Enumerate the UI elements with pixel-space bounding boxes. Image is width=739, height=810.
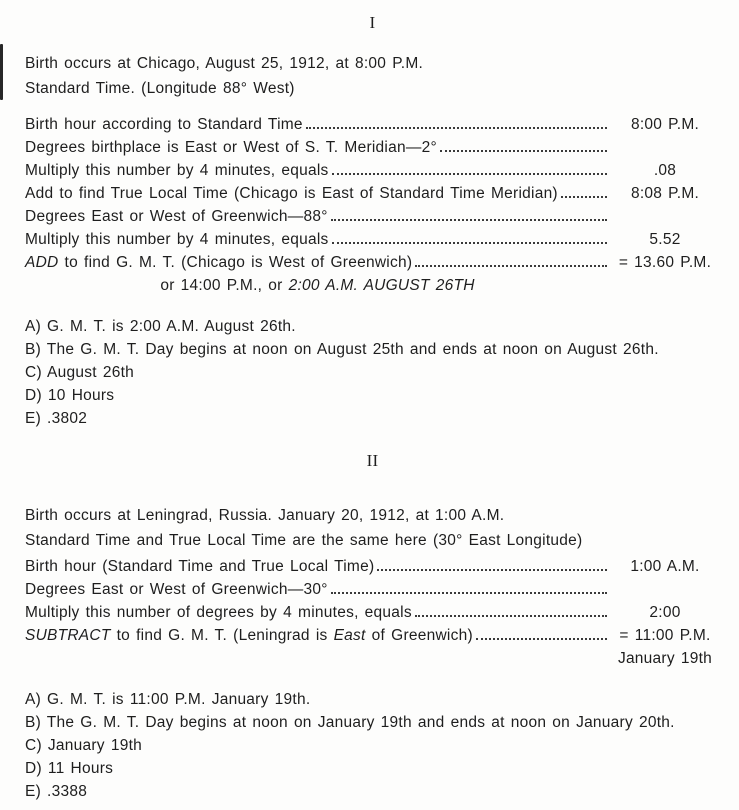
text-segment: of Greenwich)	[365, 627, 473, 644]
row-value: 1:00 A.M.	[630, 558, 700, 575]
answer-line: C) January 19th	[25, 737, 143, 754]
text-segment: Birth hour according to Standard Time	[25, 116, 303, 133]
answer-line: B) The G. M. T. Day begins at noon on August 25th and ends at noon on August 26th.	[25, 341, 659, 358]
row-value: 2:00	[649, 604, 681, 621]
table-row	[25, 624, 720, 647]
text-segment: to find G. M. T. (Chicago is West of Greenwich)	[58, 254, 413, 271]
scan-edge-artifact	[0, 44, 3, 100]
row-value: = 13.60 P.M.	[618, 254, 712, 271]
row-label	[25, 601, 412, 624]
section-i-intro-line-1: Birth occurs at Chicago, August 25, 1912, at 8:00 P.M.	[25, 55, 424, 72]
text-segment: or 14:00 P.M., or	[160, 277, 289, 294]
text-segment: Degrees East or West of Greenwich—30°	[25, 581, 328, 598]
row-label	[25, 555, 374, 578]
table-row	[25, 555, 720, 578]
section-i-result-note	[25, 274, 610, 297]
table-row	[25, 136, 720, 159]
text-segment: Birth hour (Standard Time and True Local Time)	[25, 558, 375, 575]
table-row	[25, 113, 720, 136]
table-row	[25, 228, 720, 251]
answer-line: E) .3388	[25, 783, 88, 800]
section-i-numeral: I	[369, 13, 376, 32]
row-value: .08	[653, 162, 677, 179]
row-value: = 11:00 P.M.	[619, 627, 711, 644]
answer-line: C) August 26th	[25, 364, 135, 381]
section-i-calculation-table	[25, 113, 720, 274]
text-segment: Degrees East or West of Greenwich—88°	[25, 208, 328, 225]
table-row	[25, 647, 720, 670]
text-segment: Multiply this number by 4 minutes, equals	[25, 162, 329, 179]
answer-line: B) The G. M. T. Day begins at noon on January 19th and ends at noon on January 20th.	[25, 714, 675, 731]
answer-line: D) 11 Hours	[25, 760, 114, 777]
text-segment: Degrees birthplace is East or West of S. T. Meridian—2°	[25, 139, 437, 156]
table-row	[25, 205, 720, 228]
row-label	[25, 228, 329, 251]
table-row	[25, 578, 720, 601]
section-i	[25, 10, 720, 430]
row-label	[25, 159, 329, 182]
row-value: 8:00 P.M.	[630, 116, 700, 133]
section-ii-calculation-table	[25, 555, 720, 670]
italic-text-segment: East	[333, 627, 366, 644]
text-segment: Add to find True Local Time (Chicago is East of Standard Time Meridian)	[25, 185, 558, 202]
dotted-leader	[415, 252, 607, 267]
dotted-leader	[331, 579, 607, 594]
section-ii-answer-list	[25, 688, 720, 803]
row-value: 5.52	[649, 231, 681, 248]
dotted-leader	[306, 114, 607, 129]
italic-text-segment: 2:00 A.M. AUGUST 26TH	[288, 277, 475, 294]
row-label	[25, 113, 303, 136]
row-label	[25, 624, 473, 647]
dotted-leader	[377, 556, 607, 571]
section-ii-intro-line-2: Standard Time and True Local Time are the same here (30° East Longitude)	[25, 532, 583, 549]
section-ii	[25, 448, 720, 803]
row-label	[25, 251, 412, 274]
dotted-leader	[561, 183, 607, 198]
answer-line: D) 10 Hours	[25, 387, 115, 404]
table-row	[25, 182, 720, 205]
row-label	[25, 182, 558, 205]
text-segment: Multiply this number by 4 minutes, equals	[25, 231, 329, 248]
italic-text-segment: ADD	[25, 254, 59, 271]
table-row	[25, 159, 720, 182]
answer-line: A) G. M. T. is 11:00 P.M. January 19th.	[25, 691, 311, 708]
table-row	[25, 251, 720, 274]
dotted-leader	[332, 160, 607, 175]
row-value: 8:08 P.M.	[630, 185, 700, 202]
text-segment: to find G. M. T. (Leningrad is	[110, 627, 334, 644]
section-ii-intro-line-1: Birth occurs at Leningrad, Russia. January 20, 1912, at 1:00 A.M.	[25, 507, 505, 524]
answer-line: E) .3802	[25, 410, 88, 427]
dotted-leader	[415, 602, 607, 617]
section-ii-numeral: II	[366, 451, 379, 470]
dotted-leader	[476, 625, 607, 640]
italic-text-segment: SUBTRACT	[25, 627, 111, 644]
dotted-leader	[331, 206, 607, 221]
section-i-intro-line-2: Standard Time. (Longitude 88° West)	[25, 80, 295, 97]
row-value: January 19th	[617, 650, 713, 667]
table-row	[25, 601, 720, 624]
row-label	[25, 578, 328, 601]
row-label	[25, 205, 328, 228]
row-label	[25, 136, 437, 159]
dotted-leader	[332, 229, 607, 244]
section-i-answer-list	[25, 315, 720, 430]
text-segment: Multiply this number of degrees by 4 minutes, equals	[25, 604, 412, 621]
dotted-leader	[440, 137, 607, 152]
answer-line: A) G. M. T. is 2:00 A.M. August 26th.	[25, 318, 296, 335]
